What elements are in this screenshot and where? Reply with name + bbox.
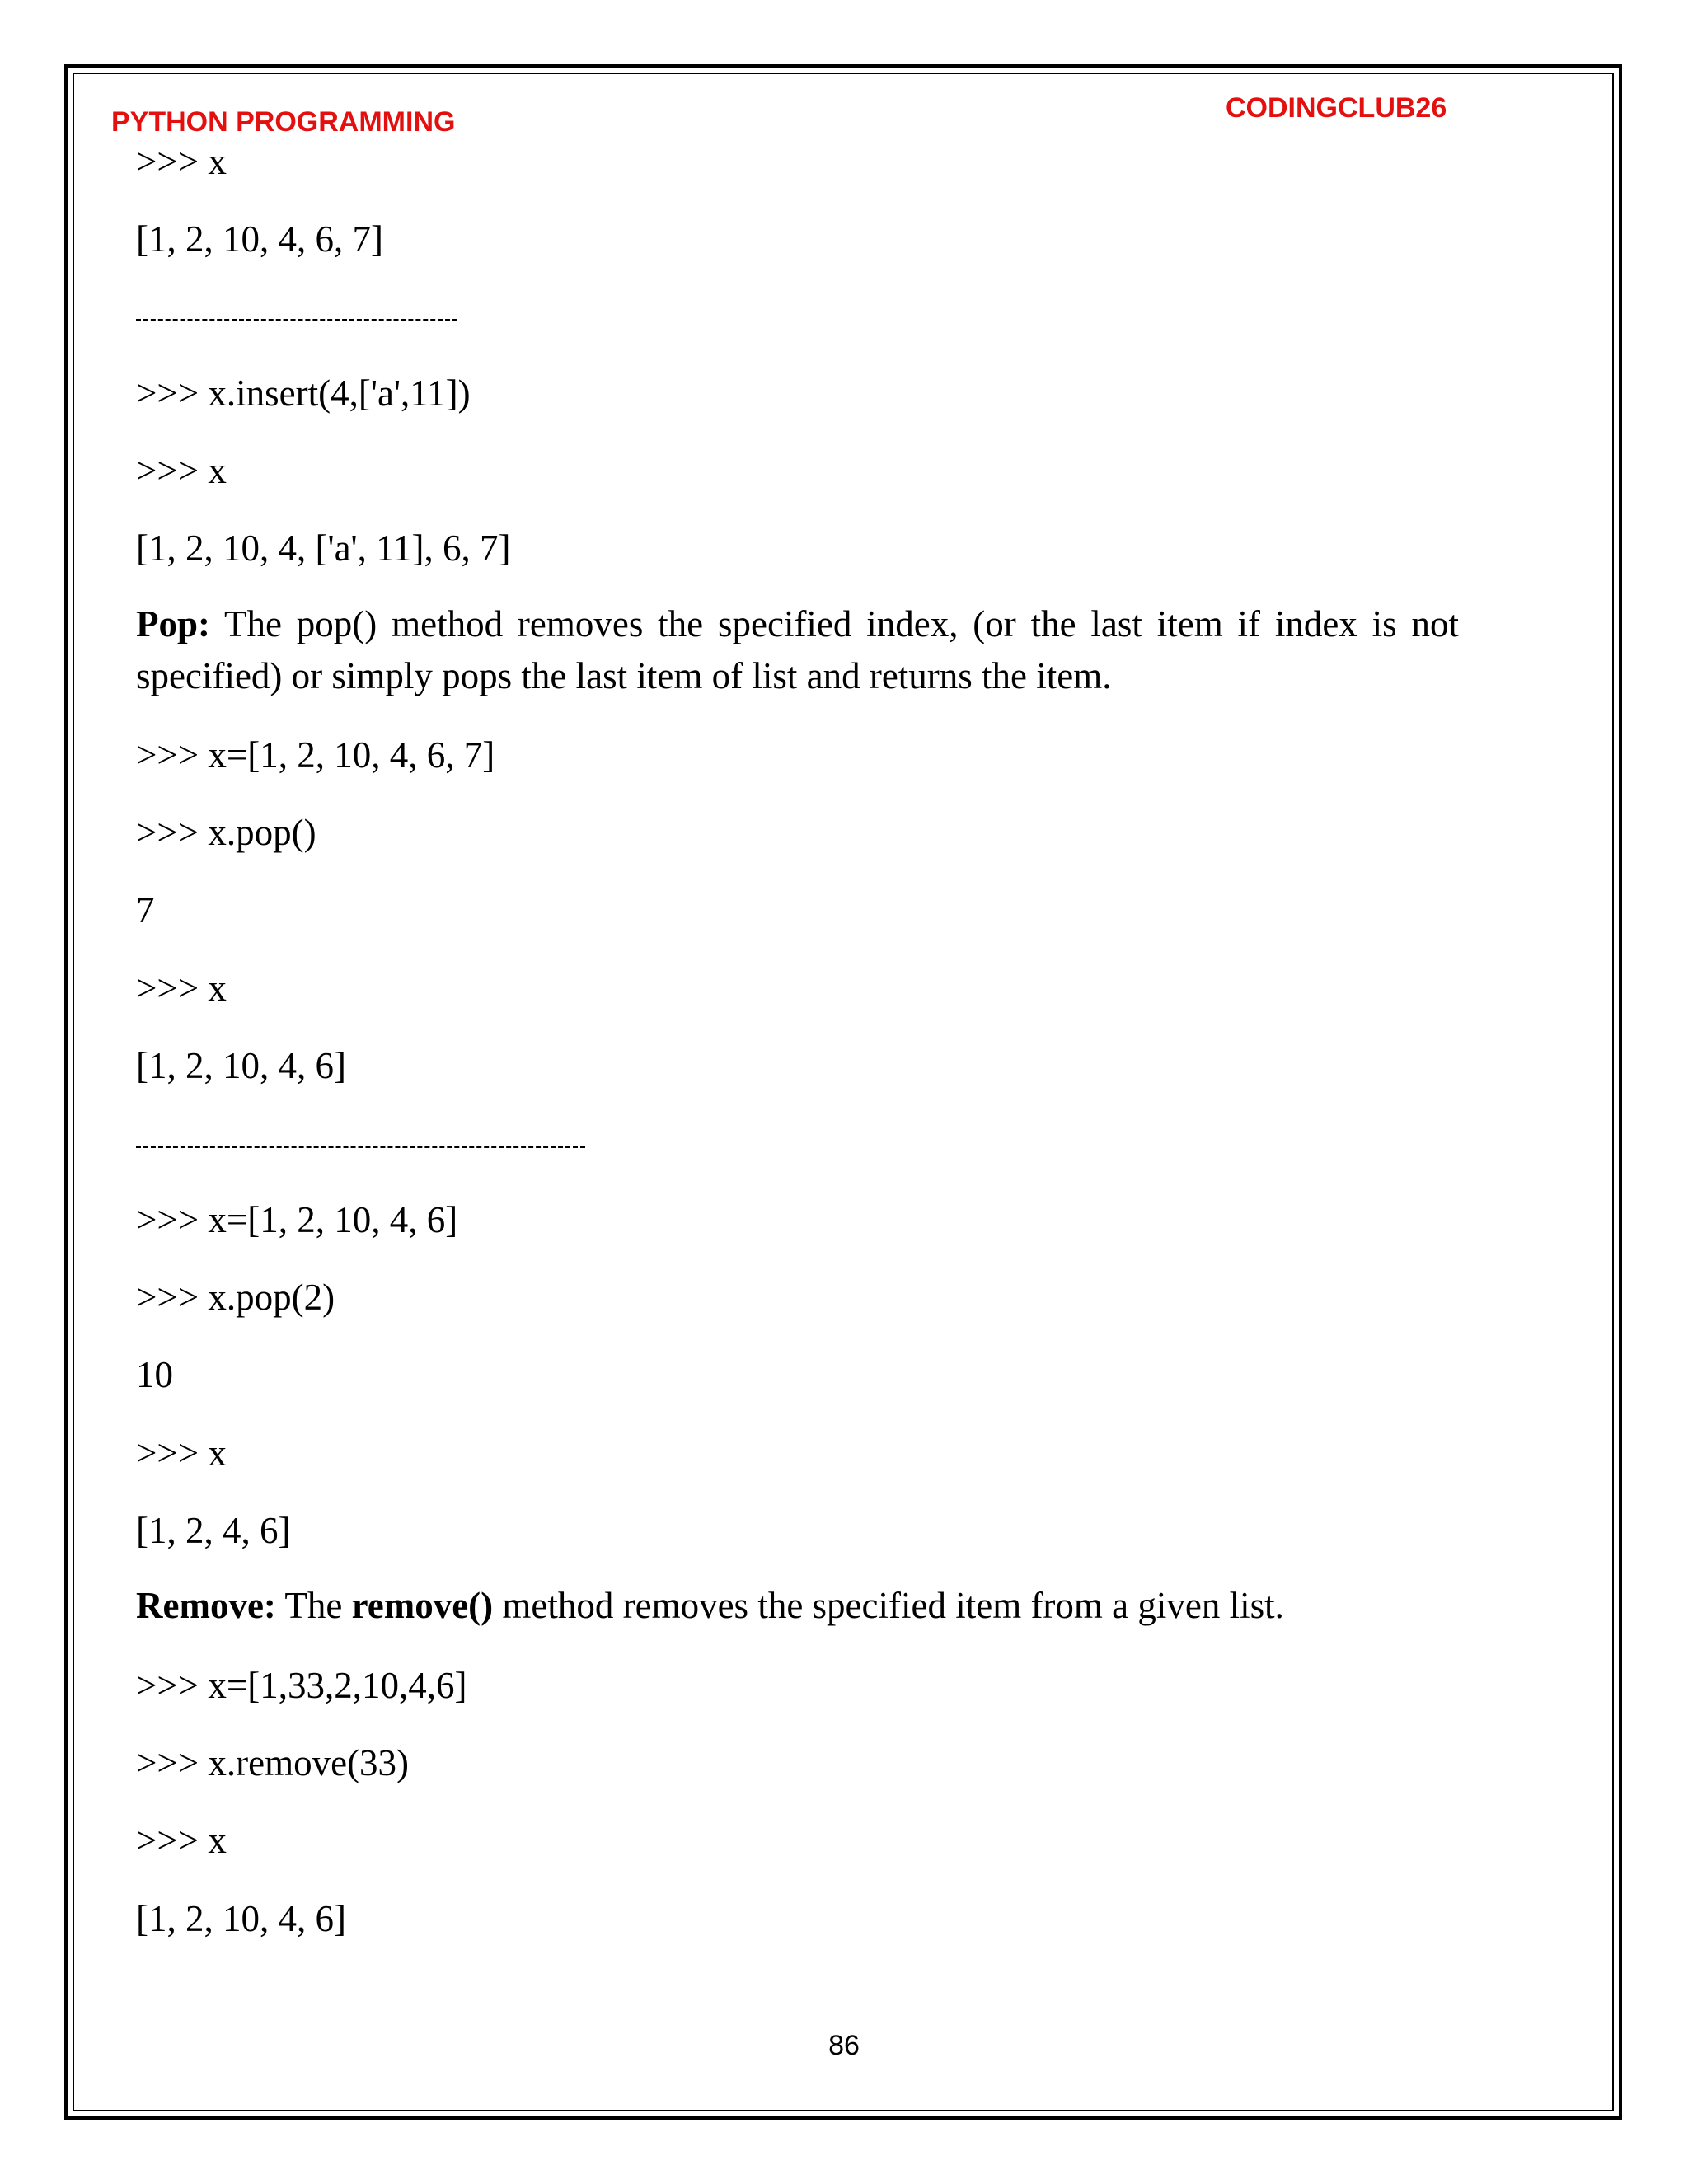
code-line: >>> x.pop() bbox=[136, 812, 316, 853]
code-line: >>> x=[1,33,2,10,4,6] bbox=[136, 1665, 467, 1706]
output-line: 7 bbox=[136, 889, 155, 930]
header-left-title: PYTHON PROGRAMMING bbox=[111, 106, 456, 138]
page-number: 86 bbox=[828, 2030, 860, 2061]
header-right-title: CODINGCLUB26 bbox=[1226, 92, 1447, 124]
output-line: 10 bbox=[136, 1354, 173, 1395]
remove-description bbox=[136, 1580, 1459, 1632]
remove-text-before: The bbox=[275, 1585, 352, 1626]
code-line: >>> x bbox=[136, 1432, 227, 1474]
code-line: >>> x.remove(33) bbox=[136, 1742, 410, 1783]
output-line: [1, 2, 10, 4, 6] bbox=[136, 1898, 346, 1939]
pop-text: The pop() method removes the specified index, (or the last item if index is not specified) or simply pops the last item of list and returns the item. bbox=[136, 603, 1459, 696]
output-line: [1, 2, 10, 4, 6, 7] bbox=[136, 218, 383, 260]
output-line: [1, 2, 10, 4, ['a', 11], 6, 7] bbox=[136, 527, 511, 569]
dashed-separator bbox=[136, 1146, 585, 1148]
pop-description bbox=[136, 598, 1459, 702]
code-line: >>> x bbox=[136, 141, 227, 182]
remove-text-after: method removes the specified item from a given list. bbox=[493, 1585, 1284, 1626]
code-line: >>> x bbox=[136, 968, 227, 1009]
output-line: [1, 2, 4, 6] bbox=[136, 1510, 291, 1551]
remove-method: remove() bbox=[351, 1585, 494, 1626]
remove-term: Remove: bbox=[136, 1585, 276, 1626]
code-line: >>> x.pop(2) bbox=[136, 1277, 335, 1318]
code-line: >>> x=[1, 2, 10, 4, 6] bbox=[136, 1199, 458, 1240]
code-line: >>> x bbox=[136, 450, 227, 491]
code-line: >>> x.insert(4,['a',11]) bbox=[136, 373, 471, 414]
code-line: >>> x bbox=[136, 1820, 227, 1861]
pop-term: Pop: bbox=[136, 603, 210, 644]
dashed-separator bbox=[136, 319, 457, 321]
output-line: [1, 2, 10, 4, 6] bbox=[136, 1045, 346, 1086]
code-line: >>> x=[1, 2, 10, 4, 6, 7] bbox=[136, 734, 495, 776]
